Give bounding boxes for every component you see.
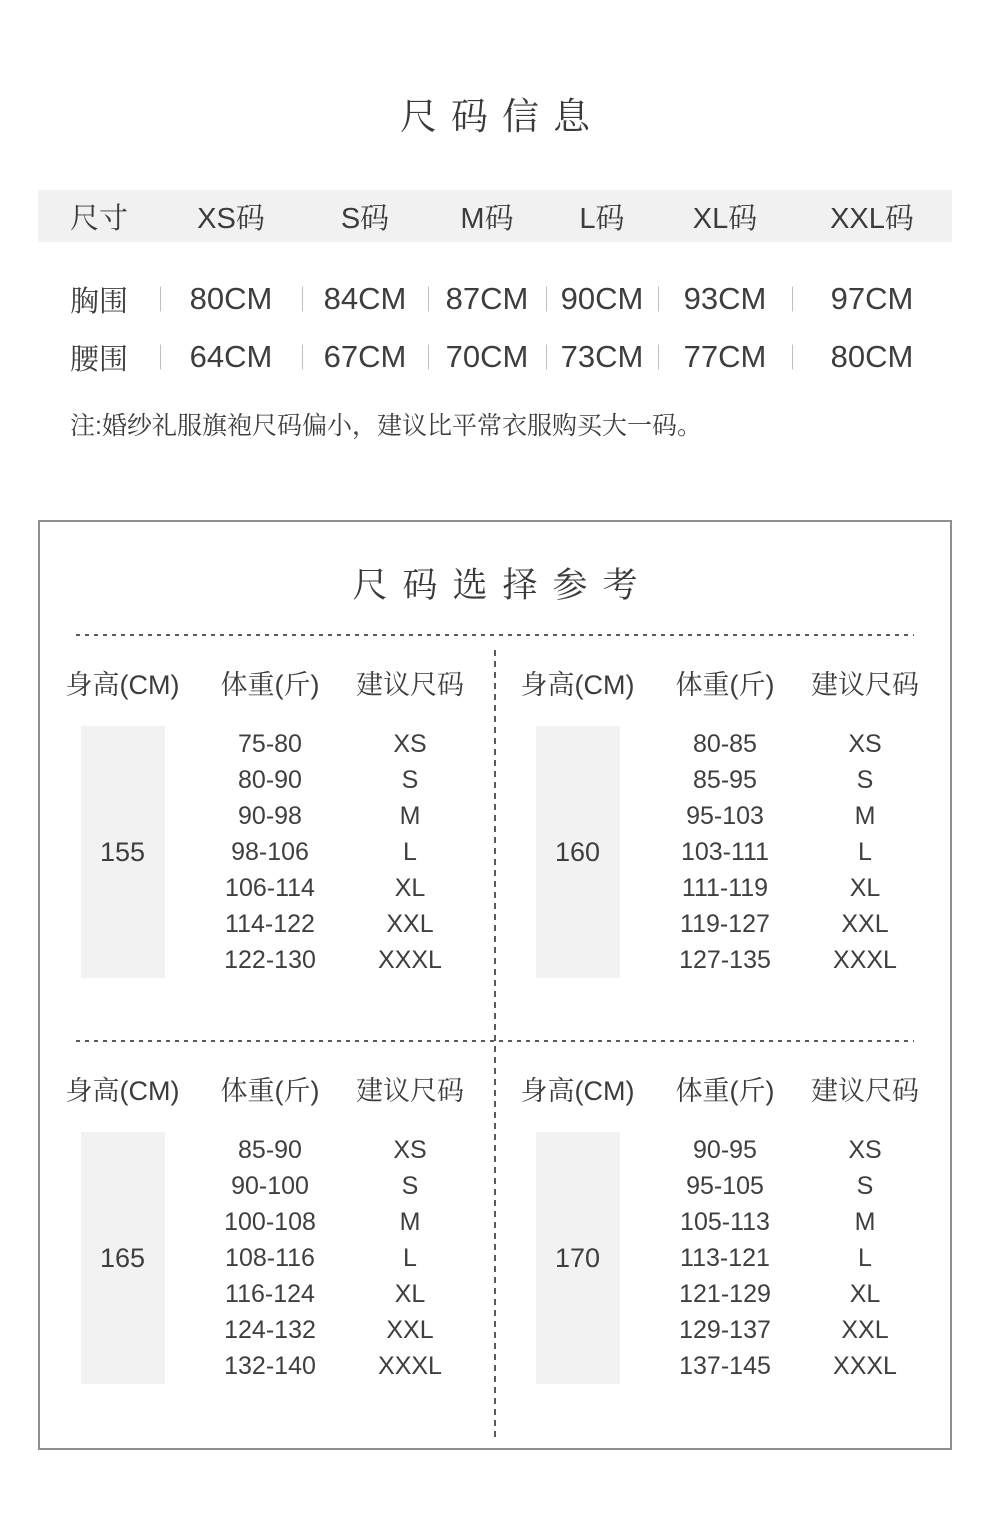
suggested-size: XXL bbox=[386, 1315, 434, 1344]
quadrant-col-header: 建议尺码 bbox=[356, 1075, 464, 1106]
measurement-value: 77CM bbox=[658, 339, 792, 375]
suggested-size: XL bbox=[849, 1279, 881, 1308]
size-table-header-row bbox=[38, 190, 952, 242]
page-title: 尺码信息 bbox=[400, 96, 604, 137]
suggested-size: XXXL bbox=[378, 1351, 442, 1380]
suggested-size: XXXL bbox=[378, 945, 442, 974]
reference-title: 尺码选择参考 bbox=[352, 566, 653, 605]
size-col-header: S码 bbox=[340, 202, 390, 235]
height-value: 165 bbox=[99, 1242, 146, 1273]
weight-range: 80-85 bbox=[693, 729, 757, 758]
weight-range: 106-114 bbox=[225, 873, 315, 902]
suggested-size: M bbox=[854, 801, 876, 830]
weight-range: 85-95 bbox=[693, 765, 757, 794]
weight-range: 122-130 bbox=[224, 945, 316, 974]
size-table-row bbox=[38, 328, 952, 386]
quadrant-col-header: 体重(斤) bbox=[220, 1075, 320, 1106]
size-ref-quadrant bbox=[40, 1044, 495, 1384]
measurement-value: 70CM bbox=[428, 339, 546, 375]
measurement-value: 97CM bbox=[792, 281, 952, 317]
suggested-size: S bbox=[401, 765, 419, 794]
suggested-size: XS bbox=[848, 729, 882, 758]
quadrant-col-header: 体重(斤) bbox=[220, 669, 320, 700]
suggested-size: S bbox=[856, 765, 874, 794]
size-ref-quadrant bbox=[40, 638, 495, 978]
size-col-header-label: 尺寸 bbox=[69, 202, 128, 235]
measurement-value: 73CM bbox=[546, 339, 658, 375]
size-col-header: XL码 bbox=[692, 202, 758, 235]
weight-range: 137-145 bbox=[679, 1351, 771, 1380]
height-cell bbox=[81, 726, 165, 978]
suggested-size: XL bbox=[849, 873, 881, 902]
measurement-value: 67CM bbox=[302, 339, 428, 375]
suggested-size: XS bbox=[393, 1135, 427, 1164]
weight-range: 132-140 bbox=[224, 1351, 316, 1380]
top-dashed-divider bbox=[76, 634, 914, 636]
weight-range: 90-95 bbox=[693, 1135, 757, 1164]
suggested-size: XS bbox=[393, 729, 427, 758]
suggested-size: S bbox=[401, 1171, 419, 1200]
weight-range: 105-113 bbox=[680, 1207, 770, 1236]
weight-range: 116-124 bbox=[225, 1279, 315, 1308]
height-cell bbox=[81, 1132, 165, 1384]
suggested-size: S bbox=[856, 1171, 874, 1200]
height-value: 155 bbox=[99, 836, 146, 867]
vertical-dashed-divider bbox=[494, 650, 496, 1438]
size-table-row bbox=[38, 270, 952, 328]
quadrant-col-header: 身高(CM) bbox=[65, 669, 180, 700]
suggested-size: L bbox=[403, 1243, 417, 1272]
weight-range: 103-111 bbox=[680, 837, 770, 866]
suggested-size: L bbox=[858, 1243, 872, 1272]
weight-range: 90-100 bbox=[231, 1171, 309, 1200]
suggested-size: L bbox=[403, 837, 417, 866]
weight-range: 95-103 bbox=[686, 801, 764, 830]
height-value: 160 bbox=[554, 836, 601, 867]
weight-range: 129-137 bbox=[679, 1315, 771, 1344]
measurement-label: 胸围 bbox=[69, 285, 128, 318]
measurement-value: 93CM bbox=[658, 281, 792, 317]
quadrant-col-header: 身高(CM) bbox=[65, 1075, 180, 1106]
size-col-header: XXL码 bbox=[830, 202, 914, 235]
measurement-value: 80CM bbox=[792, 339, 952, 375]
weight-range: 100-108 bbox=[224, 1207, 316, 1236]
size-reference-box bbox=[38, 520, 952, 1450]
height-value: 170 bbox=[554, 1242, 601, 1273]
weight-range: 90-98 bbox=[238, 801, 302, 830]
quadrant-col-header: 身高(CM) bbox=[520, 669, 635, 700]
measurement-label: 腰围 bbox=[69, 343, 128, 376]
weight-range: 98-106 bbox=[231, 837, 309, 866]
suggested-size: M bbox=[399, 801, 421, 830]
size-col-header: M码 bbox=[460, 202, 514, 235]
suggested-size: XL bbox=[394, 1279, 426, 1308]
weight-range: 108-116 bbox=[225, 1243, 315, 1272]
suggested-size: XS bbox=[848, 1135, 882, 1164]
suggested-size: XXL bbox=[386, 909, 434, 938]
suggested-size: XXXL bbox=[833, 945, 897, 974]
size-table bbox=[38, 190, 952, 442]
weight-range: 114-122 bbox=[225, 909, 315, 938]
suggested-size: M bbox=[854, 1207, 876, 1236]
suggested-size: XXL bbox=[841, 1315, 889, 1344]
measurement-value: 84CM bbox=[302, 281, 428, 317]
suggested-size: XXXL bbox=[833, 1351, 897, 1380]
weight-range: 80-90 bbox=[238, 765, 302, 794]
weight-range: 121-129 bbox=[679, 1279, 771, 1308]
measurement-value: 90CM bbox=[546, 281, 658, 317]
quadrant-col-header: 身高(CM) bbox=[520, 1075, 635, 1106]
suggested-size: L bbox=[858, 837, 872, 866]
weight-range: 113-121 bbox=[680, 1243, 770, 1272]
weight-range: 119-127 bbox=[680, 909, 770, 938]
size-ref-quadrant bbox=[495, 638, 950, 978]
weight-range: 75-80 bbox=[238, 729, 302, 758]
suggested-size: XL bbox=[394, 873, 426, 902]
size-col-header: XS码 bbox=[197, 202, 265, 235]
quadrant-col-header: 体重(斤) bbox=[675, 669, 775, 700]
quadrant-col-header: 建议尺码 bbox=[356, 669, 464, 700]
weight-range: 85-90 bbox=[238, 1135, 302, 1164]
height-cell bbox=[536, 726, 620, 978]
weight-range: 124-132 bbox=[224, 1315, 316, 1344]
quadrant-col-header: 体重(斤) bbox=[675, 1075, 775, 1106]
size-table-body bbox=[38, 270, 952, 386]
suggested-size: M bbox=[399, 1207, 421, 1236]
measurement-value: 64CM bbox=[160, 339, 302, 375]
size-note: 注:婚纱礼服旗袍尺码偏小，建议比平常衣服购买大一码。 bbox=[70, 412, 702, 440]
weight-range: 127-135 bbox=[679, 945, 771, 974]
suggested-size: XXL bbox=[841, 909, 889, 938]
measurement-value: 80CM bbox=[160, 281, 302, 317]
weight-range: 111-119 bbox=[681, 873, 769, 902]
weight-range: 95-105 bbox=[686, 1171, 764, 1200]
height-cell bbox=[536, 1132, 620, 1384]
measurement-value: 87CM bbox=[428, 281, 546, 317]
size-col-header: L码 bbox=[579, 202, 625, 235]
size-ref-quadrant bbox=[495, 1044, 950, 1384]
quadrant-col-header: 建议尺码 bbox=[811, 1075, 919, 1106]
quadrant-col-header: 建议尺码 bbox=[811, 669, 919, 700]
